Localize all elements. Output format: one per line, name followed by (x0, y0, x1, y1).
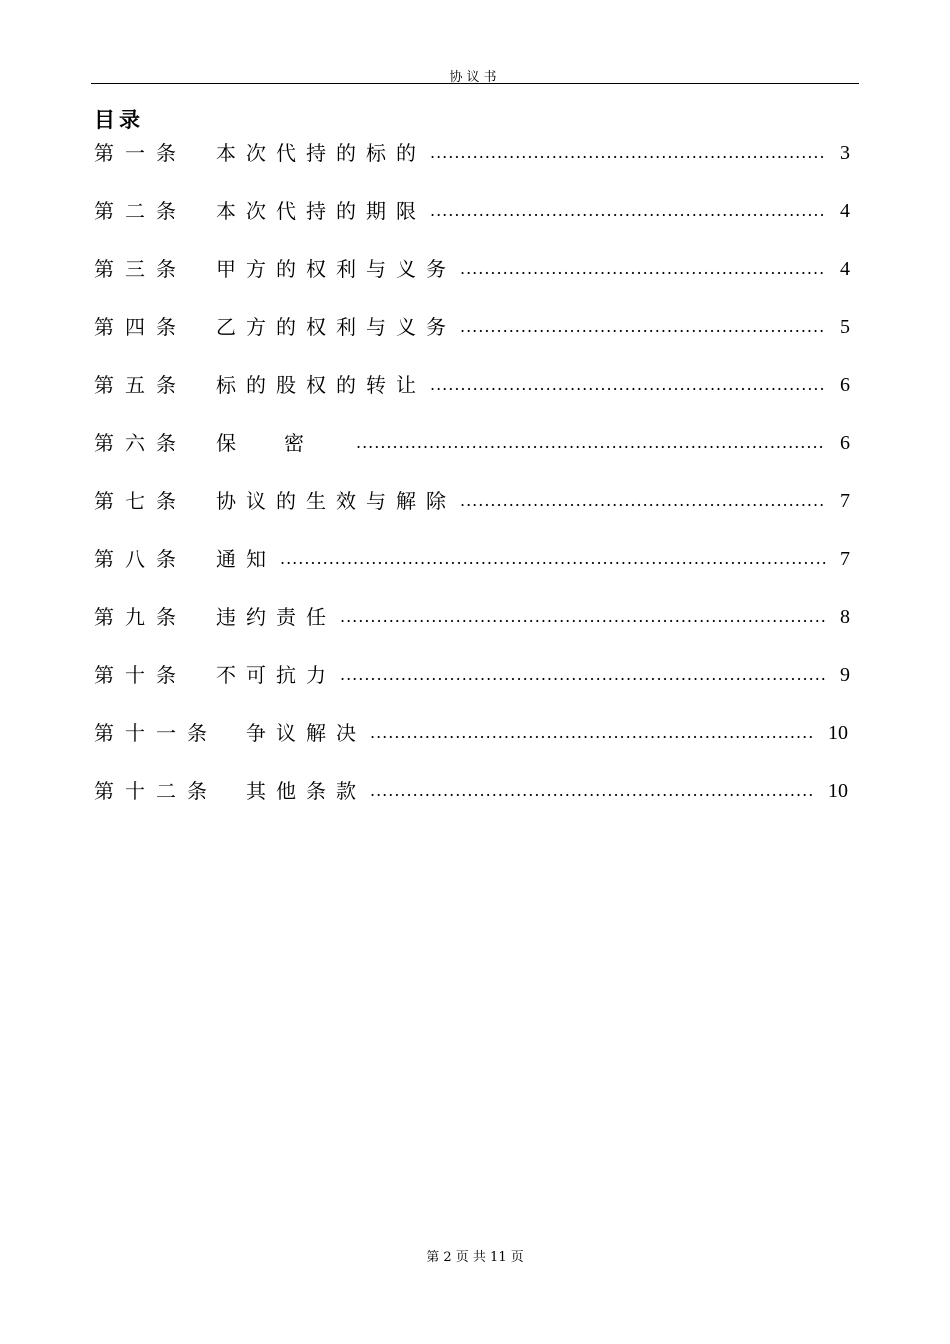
toc-entry[interactable] (94, 544, 854, 602)
toc-entry-title: 本次代持的标的 (216, 141, 426, 165)
toc-entry[interactable] (94, 718, 854, 776)
toc-entry[interactable] (94, 138, 854, 196)
toc-entry-page: 4 (840, 258, 850, 280)
toc-dot-leader (460, 254, 826, 284)
toc-entry-page: 7 (840, 490, 850, 512)
table-of-contents (94, 138, 854, 834)
toc-entry[interactable] (94, 486, 854, 544)
toc-entry-number: 第八条 (94, 547, 187, 571)
toc-entry-number: 第三条 (94, 257, 187, 281)
toc-entry-number: 第七条 (94, 489, 187, 513)
toc-entry-page: 6 (840, 432, 850, 454)
toc-entry-title: 违约责任 (216, 605, 336, 629)
toc-dot-leader (460, 312, 826, 342)
toc-entry-title: 保密 (216, 431, 352, 455)
toc-entry-number: 第一条 (94, 141, 187, 165)
toc-entry-number: 第五条 (94, 373, 187, 397)
toc-entry-title: 协议的生效与解除 (216, 489, 456, 513)
running-header-title: 协议书 (449, 70, 501, 85)
toc-heading: 目录 (94, 107, 144, 132)
toc-entry-number: 第四条 (94, 315, 187, 339)
toc-entry[interactable] (94, 776, 854, 834)
toc-entry-page: 9 (840, 664, 850, 686)
toc-dot-leader (430, 370, 826, 400)
toc-entry-number: 第二条 (94, 199, 187, 223)
toc-dot-leader (280, 544, 826, 574)
toc-entry-number: 第十条 (94, 663, 187, 687)
toc-dot-leader (340, 602, 826, 632)
toc-entry-title: 本次代持的期限 (216, 199, 426, 223)
toc-entry[interactable] (94, 312, 854, 370)
toc-entry[interactable] (94, 196, 854, 254)
toc-entry-page: 10 (828, 780, 848, 802)
toc-entry-title: 其他条款 (246, 779, 366, 803)
toc-dot-leader (460, 486, 826, 516)
toc-entry[interactable] (94, 254, 854, 312)
toc-entry[interactable] (94, 602, 854, 660)
toc-entry-title: 通知 (216, 547, 276, 571)
toc-entry-page: 10 (828, 722, 848, 744)
toc-entry-page: 8 (840, 606, 850, 628)
toc-dot-leader (370, 718, 812, 748)
toc-dot-leader (430, 138, 826, 168)
toc-entry-number: 第十二条 (94, 779, 218, 803)
toc-dot-leader (340, 660, 826, 690)
toc-entry-page: 5 (840, 316, 850, 338)
page-number-footer: 第 2 页 共 11 页 (426, 1250, 524, 1265)
toc-entry-number: 第十一条 (94, 721, 218, 745)
toc-entry-page: 3 (840, 142, 850, 164)
toc-entry-page: 4 (840, 200, 850, 222)
toc-entry-title: 争议解决 (246, 721, 366, 745)
toc-entry[interactable] (94, 428, 854, 486)
toc-entry-number: 第九条 (94, 605, 187, 629)
toc-entry[interactable] (94, 370, 854, 428)
toc-entry-number: 第六条 (94, 431, 187, 455)
toc-entry-title: 乙方的权利与义务 (216, 315, 456, 339)
toc-entry-page: 7 (840, 548, 850, 570)
toc-dot-leader (370, 776, 812, 806)
toc-entry[interactable] (94, 660, 854, 718)
toc-entry-title: 标的股权的转让 (216, 373, 426, 397)
toc-entry-title: 甲方的权利与义务 (216, 257, 456, 281)
toc-dot-leader (430, 196, 826, 226)
toc-entry-title: 不可抗力 (216, 663, 336, 687)
toc-dot-leader (356, 428, 826, 458)
toc-entry-page: 6 (840, 374, 850, 396)
header-divider (91, 83, 859, 84)
